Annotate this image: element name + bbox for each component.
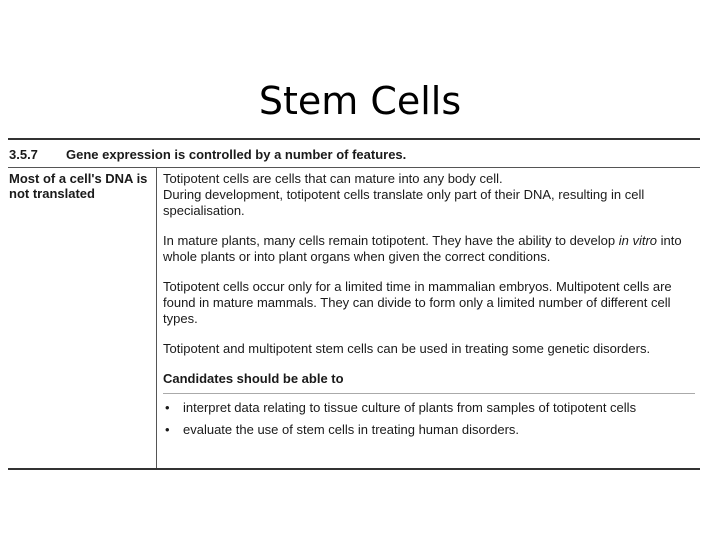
spec-paragraph xyxy=(163,171,695,219)
paragraph-text: Totipotent and multipotent stem cells can be used in treating some genetic disorders. xyxy=(163,341,651,356)
list-item xyxy=(163,422,695,438)
spec-number: 3.5.7 xyxy=(9,147,38,162)
bullet-icon: • xyxy=(165,422,170,437)
column-divider xyxy=(156,168,157,468)
paragraph-text: into whole plants or into plant organs when given the correct conditions. xyxy=(163,233,682,264)
slide-title: Stem Cells xyxy=(258,79,462,123)
left-column-label: Most of a cell's DNA is not translated xyxy=(9,171,148,201)
bullet-list xyxy=(163,400,695,438)
spec-heading: Gene expression is controlled by a number of features. xyxy=(66,147,407,162)
spec-paragraph xyxy=(163,279,695,327)
list-item xyxy=(163,400,695,416)
specification-table xyxy=(8,138,700,470)
paragraph-text: Totipotent cells are cells that can mature into any body cell. xyxy=(163,171,503,186)
paragraph-list xyxy=(163,171,695,357)
italic-term: in vitro xyxy=(618,233,658,248)
paragraph-text: During development, totipotent cells translate only part of their DNA, resulting in cell specialisation. xyxy=(163,187,645,218)
content-column xyxy=(163,171,695,444)
list-item-text: interpret data relating to tissue culture of plants from samples of totipotent cells xyxy=(183,400,637,415)
bullet-icon: • xyxy=(165,400,170,415)
paragraph-text: In mature plants, many cells remain totipotent. They have the ability to develop xyxy=(163,233,619,248)
spec-paragraph xyxy=(163,233,695,265)
spec-paragraph xyxy=(163,341,695,357)
candidates-divider xyxy=(163,393,695,394)
header-divider xyxy=(8,167,700,168)
candidates-heading: Candidates should be able to xyxy=(163,371,344,386)
list-item-text: evaluate the use of stem cells in treating human disorders. xyxy=(183,422,520,437)
paragraph-text: Totipotent cells occur only for a limited time in mammalian embryos. Multipotent cells are found in mature mammals. They can divide to form only a limited number of different cell types. xyxy=(163,279,672,326)
spec-header-row xyxy=(8,144,700,166)
